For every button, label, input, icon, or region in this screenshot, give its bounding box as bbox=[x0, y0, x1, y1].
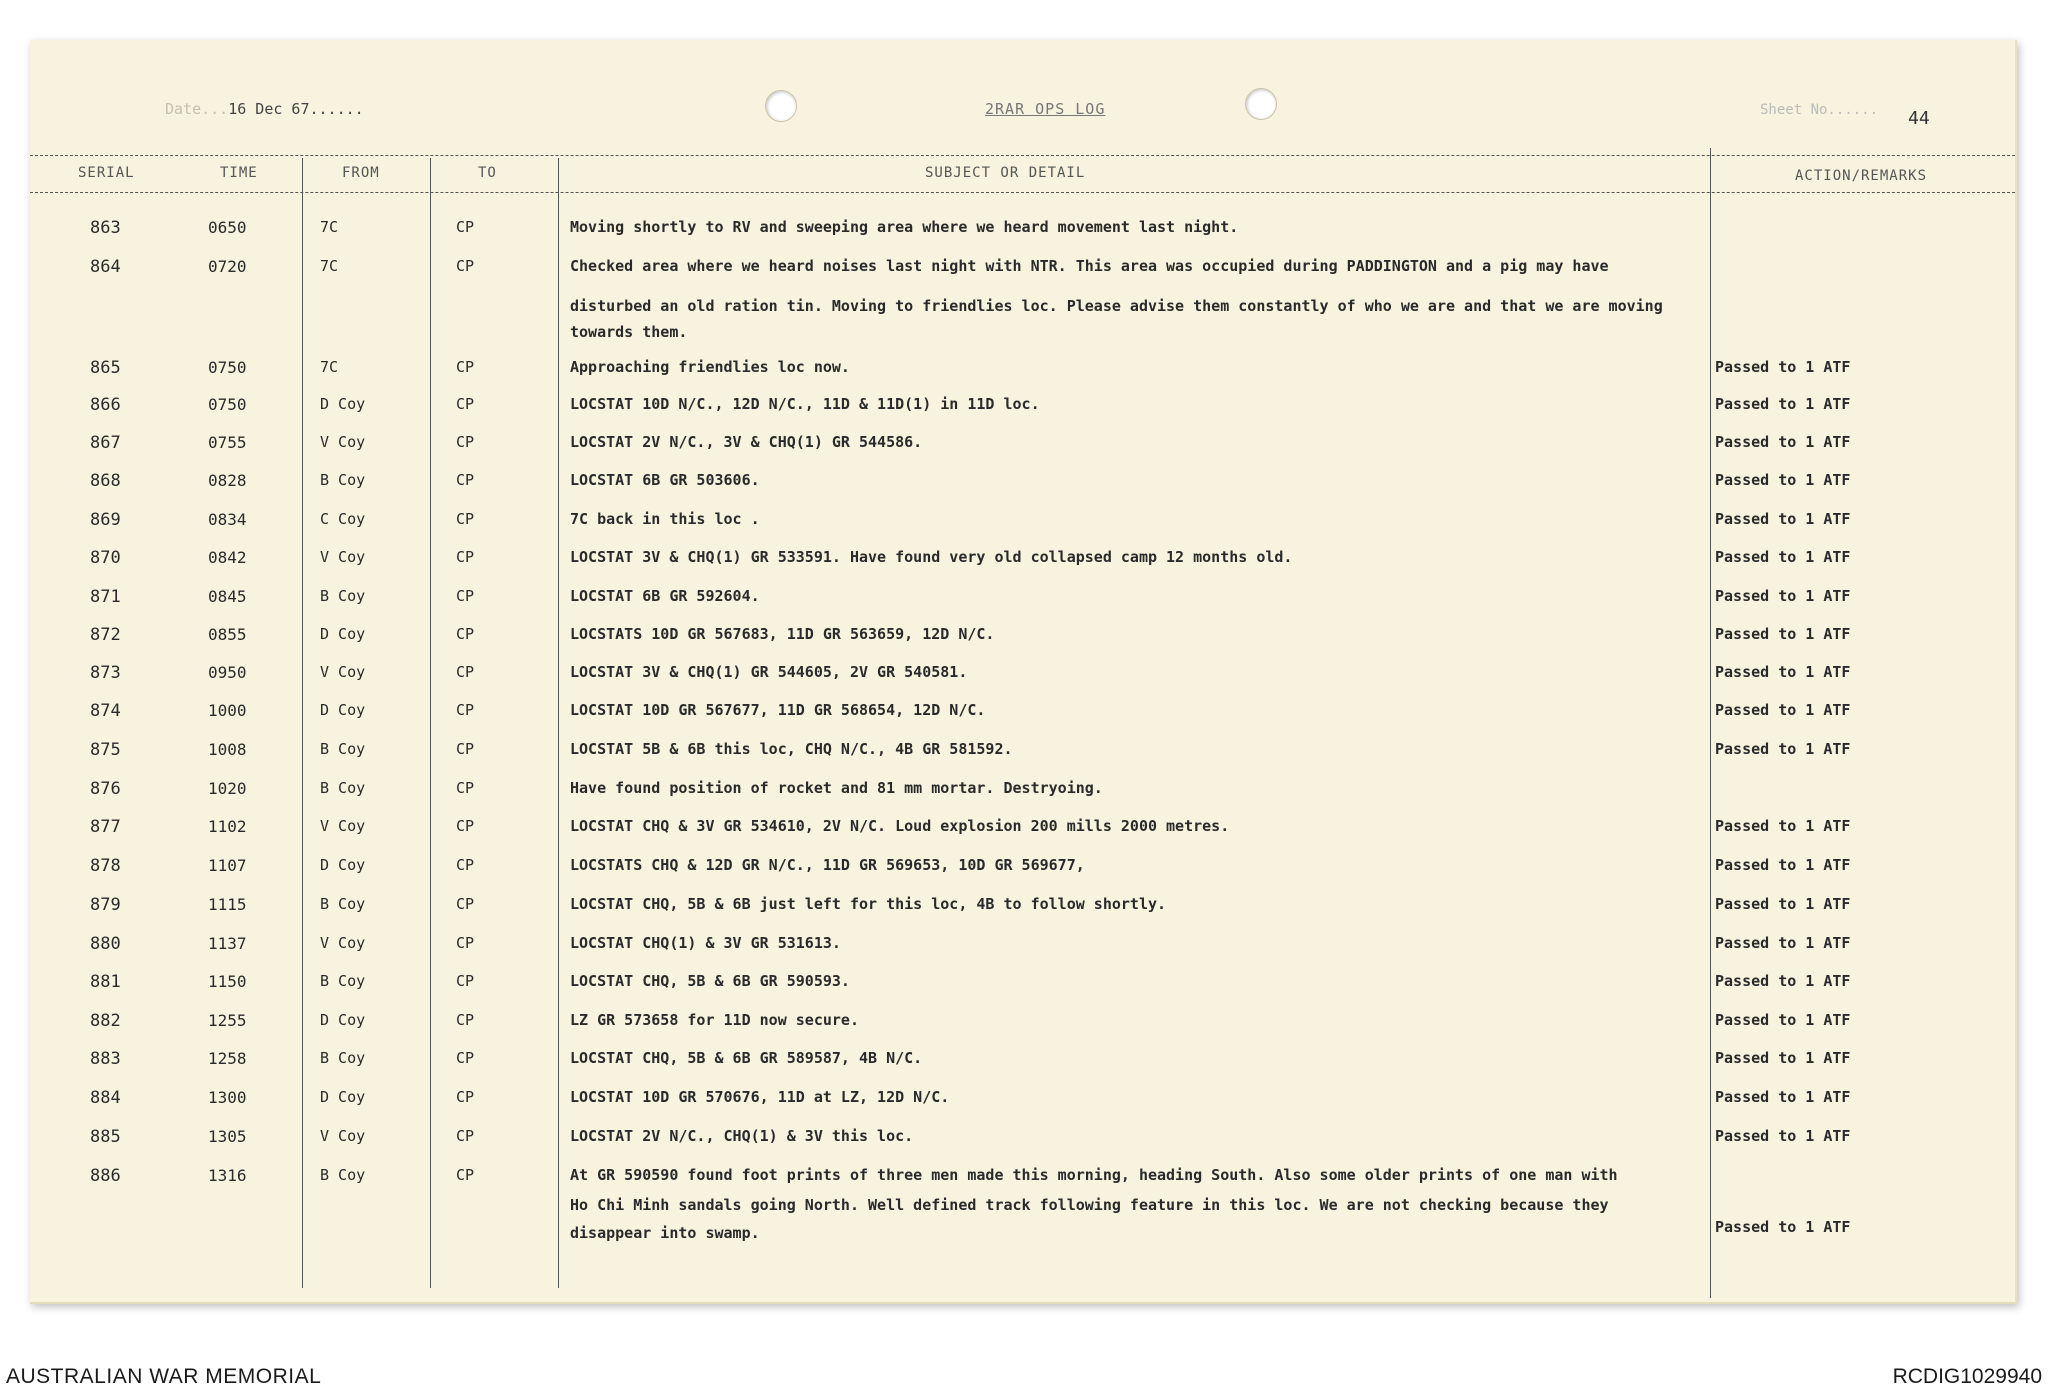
cell-subject: LOCSTAT 3V & CHQ(1) GR 533591. Have found very old collapsed camp 12 months old. bbox=[570, 548, 1293, 566]
cell-action: Passed to 1 ATF bbox=[1715, 433, 1851, 451]
cell-to: CP bbox=[456, 1166, 475, 1184]
cell-serial: 872 bbox=[90, 625, 121, 645]
col-action: ACTION/REMARKS bbox=[1795, 168, 1928, 184]
date-label: Date... bbox=[165, 100, 229, 118]
header-rule-top bbox=[30, 155, 2015, 156]
entry-886-action: Passed to 1 ATF bbox=[1715, 1218, 1851, 1236]
col-subject: SUBJECT OR DETAIL bbox=[925, 165, 1086, 181]
header-rule-bottom bbox=[30, 192, 2015, 193]
entry-864-line2: disturbed an old ration tin. Moving to friendlies loc. Please advise them constantly of who we are and that we are moving bbox=[570, 297, 1663, 315]
col-serial: SERIAL bbox=[78, 165, 135, 181]
sheet-number bbox=[1760, 98, 1930, 129]
cell-time: 0834 bbox=[208, 510, 247, 529]
cell-action: Passed to 1 ATF bbox=[1715, 740, 1851, 758]
cell-action: Passed to 1 ATF bbox=[1715, 471, 1851, 489]
cell-to: CP bbox=[456, 740, 475, 758]
cell-to: CP bbox=[456, 395, 475, 413]
cell-action: Passed to 1 ATF bbox=[1715, 817, 1851, 835]
cell-time: 0845 bbox=[208, 587, 247, 606]
cell-from: D Coy bbox=[320, 856, 366, 874]
cell-subject: LOCSTAT 2V N/C., CHQ(1) & 3V this loc. bbox=[570, 1127, 914, 1145]
cell-serial: 879 bbox=[90, 895, 121, 915]
cell-serial: 886 bbox=[90, 1166, 121, 1186]
entry-864-line3: towards them. bbox=[570, 323, 688, 341]
cell-serial: 878 bbox=[90, 856, 121, 876]
cell-from: B Coy bbox=[320, 471, 366, 489]
cell-action: Passed to 1 ATF bbox=[1715, 895, 1851, 913]
cell-to: CP bbox=[456, 471, 475, 489]
cell-subject: 7C back in this loc . bbox=[570, 510, 760, 528]
archive-credit: AUSTRALIAN WAR MEMORIAL bbox=[6, 1365, 322, 1388]
cell-time: 0842 bbox=[208, 548, 247, 567]
cell-subject: LOCSTAT 10D N/C., 12D N/C., 11D & 11D(1) in 11D loc. bbox=[570, 395, 1040, 413]
cell-serial: 885 bbox=[90, 1127, 121, 1147]
cell-to: CP bbox=[456, 587, 475, 605]
cell-to: CP bbox=[456, 663, 475, 681]
cell-to: CP bbox=[456, 257, 475, 275]
cell-time: 1115 bbox=[208, 895, 247, 914]
col-to: TO bbox=[478, 165, 497, 181]
cell-time: 1020 bbox=[208, 779, 247, 798]
cell-to: CP bbox=[456, 358, 475, 376]
header-date bbox=[165, 100, 364, 118]
cell-time: 1305 bbox=[208, 1127, 247, 1146]
cell-to: CP bbox=[456, 934, 475, 952]
punch-hole-left bbox=[765, 90, 797, 122]
cell-from: D Coy bbox=[320, 395, 366, 413]
cell-serial: 883 bbox=[90, 1049, 121, 1069]
divider-time bbox=[302, 158, 303, 1288]
cell-serial: 881 bbox=[90, 972, 121, 992]
cell-time: 0720 bbox=[208, 257, 247, 276]
cell-from: V Coy bbox=[320, 548, 366, 566]
log-title: 2RAR OPS LOG bbox=[985, 100, 1106, 118]
cell-serial: 866 bbox=[90, 395, 121, 415]
cell-subject: Checked area where we heard noises last night with NTR. This area was occupied during PADDINGTON and a pig may have bbox=[570, 257, 1609, 275]
cell-serial: 869 bbox=[90, 510, 121, 530]
cell-from: V Coy bbox=[320, 433, 366, 451]
cell-from: V Coy bbox=[320, 1127, 366, 1145]
cell-to: CP bbox=[456, 856, 475, 874]
cell-to: CP bbox=[456, 1088, 475, 1106]
cell-action: Passed to 1 ATF bbox=[1715, 856, 1851, 874]
cell-serial: 864 bbox=[90, 257, 121, 277]
cell-action: Passed to 1 ATF bbox=[1715, 625, 1851, 643]
cell-to: CP bbox=[456, 779, 475, 797]
cell-to: CP bbox=[456, 1127, 475, 1145]
cell-from: B Coy bbox=[320, 740, 366, 758]
cell-to: CP bbox=[456, 548, 475, 566]
cell-to: CP bbox=[456, 433, 475, 451]
cell-serial: 867 bbox=[90, 433, 121, 453]
cell-from: D Coy bbox=[320, 1088, 366, 1106]
cell-action: Passed to 1 ATF bbox=[1715, 1088, 1851, 1106]
cell-from: C Coy bbox=[320, 510, 366, 528]
sheet-label: Sheet No...... bbox=[1760, 102, 1879, 118]
cell-action: Passed to 1 ATF bbox=[1715, 1127, 1851, 1145]
cell-time: 0750 bbox=[208, 395, 247, 414]
cell-to: CP bbox=[456, 895, 475, 913]
cell-action: Passed to 1 ATF bbox=[1715, 587, 1851, 605]
cell-from: D Coy bbox=[320, 701, 366, 719]
cell-subject: LOCSTAT CHQ, 5B & 6B GR 589587, 4B N/C. bbox=[570, 1049, 923, 1067]
cell-serial: 876 bbox=[90, 779, 121, 799]
cell-from: B Coy bbox=[320, 1166, 366, 1184]
cell-from: B Coy bbox=[320, 895, 366, 913]
cell-action: Passed to 1 ATF bbox=[1715, 663, 1851, 681]
cell-time: 0650 bbox=[208, 218, 247, 237]
cell-time: 1000 bbox=[208, 701, 247, 720]
cell-to: CP bbox=[456, 1049, 475, 1067]
entry-886-line2: Ho Chi Minh sandals going North. Well defined track following feature in this loc. We are not checking because they bbox=[570, 1196, 1609, 1214]
cell-subject: LOCSTAT CHQ(1) & 3V GR 531613. bbox=[570, 934, 841, 952]
divider-from bbox=[430, 158, 431, 1288]
cell-action: Passed to 1 ATF bbox=[1715, 510, 1851, 528]
sheet-no: 44 bbox=[1908, 108, 1930, 129]
cell-from: D Coy bbox=[320, 1011, 366, 1029]
cell-to: CP bbox=[456, 218, 475, 236]
cell-time: 1258 bbox=[208, 1049, 247, 1068]
cell-subject: LOCSTATS 10D GR 567683, 11D GR 563659, 12D N/C. bbox=[570, 625, 995, 643]
cell-time: 0950 bbox=[208, 663, 247, 682]
cell-subject: LOCSTAT 6B GR 503606. bbox=[570, 471, 760, 489]
cell-from: D Coy bbox=[320, 625, 366, 643]
cell-time: 0855 bbox=[208, 625, 247, 644]
cell-serial: 865 bbox=[90, 358, 121, 378]
cell-subject: LOCSTAT 10D GR 567677, 11D GR 568654, 12D N/C. bbox=[570, 701, 986, 719]
cell-time: 1316 bbox=[208, 1166, 247, 1185]
cell-time: 1137 bbox=[208, 934, 247, 953]
divider-subject bbox=[1710, 148, 1711, 1298]
col-time: TIME bbox=[220, 165, 258, 181]
cell-action: Passed to 1 ATF bbox=[1715, 1049, 1851, 1067]
cell-action: Passed to 1 ATF bbox=[1715, 972, 1851, 990]
cell-serial: 875 bbox=[90, 740, 121, 760]
cell-from: B Coy bbox=[320, 972, 366, 990]
cell-serial: 870 bbox=[90, 548, 121, 568]
cell-time: 1300 bbox=[208, 1088, 247, 1107]
date-value: 16 Dec 67...... bbox=[228, 100, 364, 118]
cell-from: 7C bbox=[320, 218, 339, 236]
cell-action: Passed to 1 ATF bbox=[1715, 548, 1851, 566]
cell-from: 7C bbox=[320, 358, 339, 376]
cell-subject: LOCSTAT 3V & CHQ(1) GR 544605, 2V GR 540581. bbox=[570, 663, 968, 681]
cell-time: 1107 bbox=[208, 856, 247, 875]
cell-to: CP bbox=[456, 1011, 475, 1029]
cell-serial: 884 bbox=[90, 1088, 121, 1108]
cell-serial: 882 bbox=[90, 1011, 121, 1031]
cell-subject: LOCSTAT CHQ, 5B & 6B just left for this loc, 4B to follow shortly. bbox=[570, 895, 1167, 913]
cell-serial: 880 bbox=[90, 934, 121, 954]
cell-subject: LOCSTAT CHQ, 5B & 6B GR 590593. bbox=[570, 972, 850, 990]
cell-subject: LOCSTATS CHQ & 12D GR N/C., 11D GR 569653, 10D GR 569677, bbox=[570, 856, 1085, 874]
cell-serial: 868 bbox=[90, 471, 121, 491]
cell-from: V Coy bbox=[320, 663, 366, 681]
cell-serial: 877 bbox=[90, 817, 121, 837]
cell-to: CP bbox=[456, 701, 475, 719]
cell-time: 0755 bbox=[208, 433, 247, 452]
cell-to: CP bbox=[456, 972, 475, 990]
cell-from: B Coy bbox=[320, 779, 366, 797]
cell-subject: LOCSTAT 5B & 6B this loc, CHQ N/C., 4B GR 581592. bbox=[570, 740, 1013, 758]
cell-subject: LZ GR 573658 for 11D now secure. bbox=[570, 1011, 859, 1029]
cell-action: Passed to 1 ATF bbox=[1715, 701, 1851, 719]
cell-subject: LOCSTAT 10D GR 570676, 11D at LZ, 12D N/C. bbox=[570, 1088, 950, 1106]
cell-time: 0828 bbox=[208, 471, 247, 490]
cell-subject: LOCSTAT CHQ & 3V GR 534610, 2V N/C. Loud explosion 200 mills 2000 metres. bbox=[570, 817, 1230, 835]
cell-serial: 863 bbox=[90, 218, 121, 238]
cell-time: 1255 bbox=[208, 1011, 247, 1030]
cell-serial: 873 bbox=[90, 663, 121, 683]
cell-from: 7C bbox=[320, 257, 339, 275]
cell-subject: Moving shortly to RV and sweeping area where we heard movement last night. bbox=[570, 218, 1239, 236]
cell-serial: 874 bbox=[90, 701, 121, 721]
cell-subject: LOCSTAT 2V N/C., 3V & CHQ(1) GR 544586. bbox=[570, 433, 923, 451]
cell-time: 1102 bbox=[208, 817, 247, 836]
cell-subject: At GR 590590 found foot prints of three men made this morning, heading South. Also some older prints of one man with bbox=[570, 1166, 1618, 1184]
cell-time: 1150 bbox=[208, 972, 247, 991]
cell-subject: Approaching friendlies loc now. bbox=[570, 358, 850, 376]
cell-to: CP bbox=[456, 625, 475, 643]
cell-from: B Coy bbox=[320, 587, 366, 605]
log-sheet bbox=[30, 40, 2017, 1304]
cell-to: CP bbox=[456, 817, 475, 835]
cell-action: Passed to 1 ATF bbox=[1715, 934, 1851, 952]
cell-from: V Coy bbox=[320, 934, 366, 952]
cell-action: Passed to 1 ATF bbox=[1715, 1011, 1851, 1029]
cell-subject: Have found position of rocket and 81 mm mortar. Destryoing. bbox=[570, 779, 1103, 797]
archive-id: RCDIG1029940 bbox=[1892, 1365, 2042, 1388]
entry-886-line3: disappear into swamp. bbox=[570, 1224, 760, 1242]
cell-time: 1008 bbox=[208, 740, 247, 759]
punch-hole-right bbox=[1245, 88, 1277, 120]
cell-from: B Coy bbox=[320, 1049, 366, 1067]
cell-to: CP bbox=[456, 510, 475, 528]
col-from: FROM bbox=[342, 165, 380, 181]
divider-to bbox=[558, 158, 559, 1288]
cell-time: 0750 bbox=[208, 358, 247, 377]
cell-action: Passed to 1 ATF bbox=[1715, 358, 1851, 376]
cell-serial: 871 bbox=[90, 587, 121, 607]
cell-action: Passed to 1 ATF bbox=[1715, 395, 1851, 413]
cell-from: V Coy bbox=[320, 817, 366, 835]
cell-subject: LOCSTAT 6B GR 592604. bbox=[570, 587, 760, 605]
